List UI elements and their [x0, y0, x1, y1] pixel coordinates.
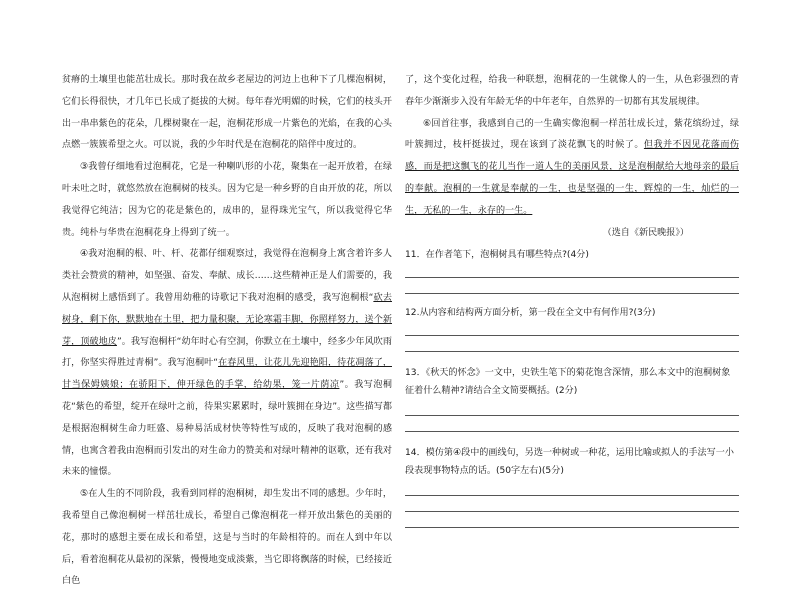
answer-line[interactable]	[405, 400, 739, 416]
answer-line[interactable]	[405, 320, 739, 336]
answer-line[interactable]	[405, 336, 739, 352]
question-text: 11．在作者笔下，泡桐树具有哪些特点?(4分)	[405, 250, 589, 261]
answer-line[interactable]	[405, 416, 739, 432]
underlined-sentence-leaf: 在春风里，让花儿先迎艳阳，待花凋落了，甘当保姆姨娘；在骄阳下，伸开绿色的手掌，给幼果，笼一片荫凉	[62, 358, 392, 391]
article-paragraph-6	[405, 114, 739, 223]
answer-line[interactable]	[405, 496, 739, 512]
answer-line[interactable]	[405, 512, 739, 528]
answer-line[interactable]	[405, 262, 739, 278]
article-paragraph-3: ③我曾仔细地看过泡桐花，它是一种喇叭形的小花，聚集在一起开放着，在绿叶未吐之时，就悠然放在泡桐树的枝头。因为它是一种乡野的自由开放的花，所以我觉得它纯洁；因为它的花是紫色的，成串的，显得珠光宝气，所以我觉得它华贵。纯朴与华贵在泡桐花身上得到了统一。	[62, 162, 392, 238]
question-text: 14．模仿第④段中的画线句，另选一种树或一种花，运用比喻或拟人的手法写一小段表现事物特点的话。(50字左右)(5分)	[405, 448, 734, 477]
paragraph-4-text-b: ”。我写泡桐杆“幼年时心有空洞，你默立在土壤中，经多少年风吹雨打，你坚实得胜过青桐”。我写泡桐叶“	[62, 336, 392, 369]
right-column	[405, 70, 739, 528]
article-paragraph-4	[62, 244, 392, 484]
underlined-sentence-ending: 但我并不因见花落而伤感，而是把这飘飞的花儿当作一道人生的美丽风景，这是泡桐献给大地母亲的最后的奉献。泡桐的一生就是奉献的一生，也是坚强的一生，辉煌的一生，灿烂的一生，无私的一生，永存的一生。	[405, 140, 739, 216]
question-text: 13．《秋天的怀念》一文中，史铁生笔下的菊花饱含深情，那么本文中的泡桐树象征着什么精神?请结合全文简要概括。(2分)	[405, 368, 731, 397]
question-text: 12.从内容和结构两方面分析，第一段在全文中有何作用?(3分)	[405, 308, 656, 319]
question-12	[405, 306, 739, 352]
question-14	[405, 444, 739, 528]
question-13	[405, 364, 739, 432]
article-paragraph-5: ⑤在人生的不同阶段，我看到同样的泡桐树，却生发出不同的感想。少年时，我希望自己像泡桐树一样茁壮成长，希望自己像泡桐花一样开放出紫色的美丽的花，那时的感想主要在成长和希望，这是与当时的年龄相符的。而在人到中年以后，看着泡桐花从最初的深紫，慢慢地变成淡紫，当它即将飘落的时候，已经接近白色	[62, 489, 392, 587]
underlined-sentence-root: 砍去树身，剩下你，默默地在土里，把力量积聚，无论寒霜丰脚，你照样努力，送个新芽，顶破地皮	[62, 292, 392, 347]
paragraph-6-text: ⑥回首往事，我感到自己的一生确实像泡桐一样茁壮成长过，紫花缤纷过，绿叶簇拥过，枝杆挺拔过，现在该到了淡花飘飞的时候了。	[405, 118, 739, 151]
paragraph-4-text-c: ”。我写泡桐花“紫色的希望，绽开在绿叶之前，待果实累累时，绿叶簇拥在身边”。这些描写都是根据泡桐树生命力旺盛、易种易活成材快等特性写成的，反映了我对泡桐的感情，也寓含着我由泡桐而引发出的对生命力的赞美和对绿叶精神的讴歌，还有我对未来的憧憬。	[62, 380, 392, 478]
paragraph-4-text-a: ④我对泡桐的根、叶、杆、花都仔细观察过，我觉得在泡桐身上寓含着许多人类社会赞赏的精神，如坚强、奋发、奉献、成长……这些精神正是人们需要的，我从泡桐树上感悟到了。我曾用幼稚的诗歌记下我对泡桐的感受，我写泡桐根“	[62, 249, 392, 303]
article-source: （选自《新民晚报》）	[602, 227, 689, 238]
article-paragraph-5-cont: 了，这个变化过程，给我一种联想，泡桐花的一生就像人的一生，从色彩强烈的青春年少渐渐步入没有年龄无华的中年老年，自然界的一切都有其发展规律。	[405, 75, 739, 107]
answer-line[interactable]	[405, 480, 739, 496]
question-11	[405, 248, 739, 294]
answer-line[interactable]	[405, 278, 739, 294]
article-paragraph-1: 贫瘠的土壤里也能茁壮成长。那时我在故乡老屋边的河边上也种下了几棵泡桐树，它们长得很快，才几年已长成了挺拔的大树。每年春光明媚的时候，它们的枝头开出一串串紫色的花朵，几棵树聚在一起，泡桐花形成一片紫色的光焰，在我的心头点燃一簇簇希望之火。可以说，我的少年时代是在泡桐花的陪伴中度过的。	[62, 75, 392, 151]
left-column	[62, 70, 392, 593]
